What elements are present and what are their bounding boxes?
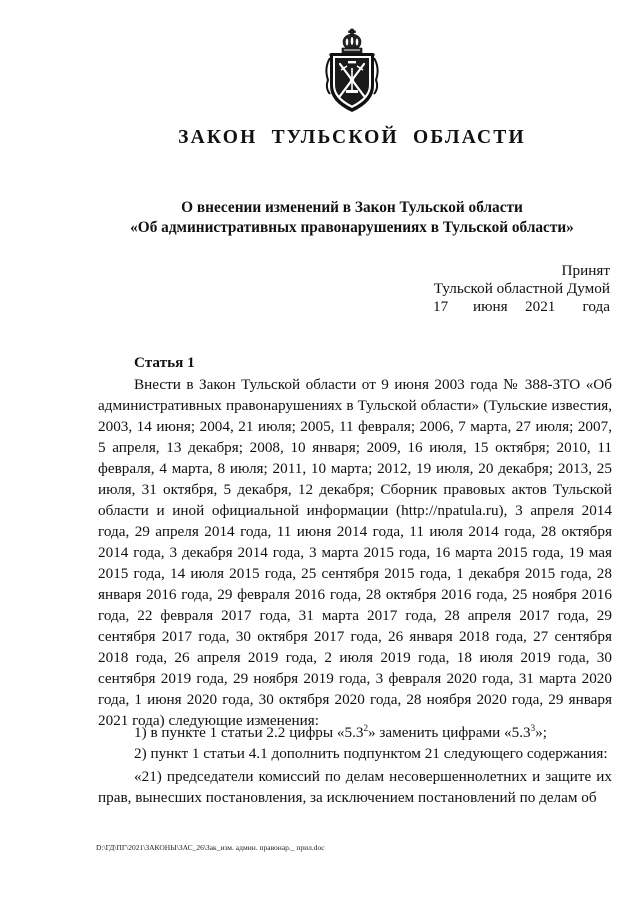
amendment-item-2: 2) пункт 1 статьи 4.1 дополнить подпунктом 21 следующего содержания: bbox=[134, 745, 608, 762]
amendment-item-1-prefix: 1) в пункте 1 статьи 2.2 цифры «5.3 bbox=[134, 724, 364, 741]
adopted-label: Принят bbox=[561, 262, 610, 279]
law-title: ЗАКОН ТУЛЬСКОЙ ОБЛАСТИ bbox=[178, 127, 526, 148]
law-subject-line-2: «Об административных правонарушениях в Тульской области» bbox=[130, 219, 574, 236]
law-subject-line-1: О внесении изменений в Закон Тульской области bbox=[181, 199, 523, 216]
tula-coat-of-arms-icon bbox=[322, 28, 382, 114]
adopted-year-word: года bbox=[582, 298, 610, 315]
adopted-day: 17 bbox=[433, 298, 449, 315]
adopted-by: Тульской областной Думой bbox=[433, 280, 610, 297]
amendment-item-2-body: «21) председатели комиссий по делам несовершеннолетних и защите их прав, вынесших постановления, за исключением постановлений по делам об bbox=[98, 768, 612, 806]
law-subject bbox=[0, 198, 640, 238]
article-heading: Статья 1 bbox=[134, 354, 195, 371]
file-path-footer: D:\ГД\ПГ\2021\ЗАКОНЫ\ЗАС_26\Зак_изм. админ. правонар._ прил.doc bbox=[96, 843, 325, 852]
adopted-year: 2021 bbox=[525, 298, 556, 315]
amendment-item-1-mid: » заменить цифрами «5.3 bbox=[367, 724, 531, 741]
article-intro-paragraph: Внести в Закон Тульской области от 9 июня 2003 года № 388-ЗТО «Об административных правонарушениях в Тульской области» (Тульские известия, 2003, 14 июня; 2004, 21 июля; 2005, 11 февраля; 2006, 7 марта, 27 июля; 2007, 5 апреля, 13 декабря; 2008, 10 января; 2009, 16 июля, 15 октября; 2010, 11 февраля, 4 марта, 8 июля; 2011, 10 марта; 2012, 19 июля, 20 декабря; 2013, 25 июля, 31 октября, 5 декабря, 12 декабря; Сборник правовых актов Тульской области и иной официальной информации (http://npatula.ru), 3 апреля 2014 года, 29 апреля 2014 года, 11 июня 2014 года, 11 июля 2014 года, 28 октября 2014 года, 3 декабря 2014 года, 3 марта 2015 года, 16 марта 2015 года, 19 мая 2015 года, 14 июля 2015 года, 25 сентября 2015 года, 1 декабря 2015 года, 28 января 2016 года, 29 февраля 2016 года, 28 октября 2016 года, 25 ноября 2016 года, 22 февраля 2017 года, 31 марта 2017 года, 28 апреля 2017 года, 29 сентября 2017 года, 30 октября 2017 года, 26 января 2018 года, 27 сентября 2018 года, 26 апреля 2019 года, 2 июля 2019 года, 18 июля 2019 года, 30 сентября 2019 года, 29 ноября 2019 года, 3 февраля 2020 года, 31 марта 2020 года, 1 июня 2020 года, 30 октября 2020 года, 28 ноября 2020 года, 29 января 2021 года) следующие изменения: bbox=[98, 376, 612, 729]
amendment-item-1-sup-new: 3 bbox=[530, 723, 536, 733]
amendment-item-1-suffix: »; bbox=[535, 724, 547, 741]
amendment-item-1-sup-old: 2 bbox=[363, 723, 368, 733]
adopted-month: июня bbox=[473, 298, 508, 315]
amendment-item-1 bbox=[134, 724, 547, 742]
